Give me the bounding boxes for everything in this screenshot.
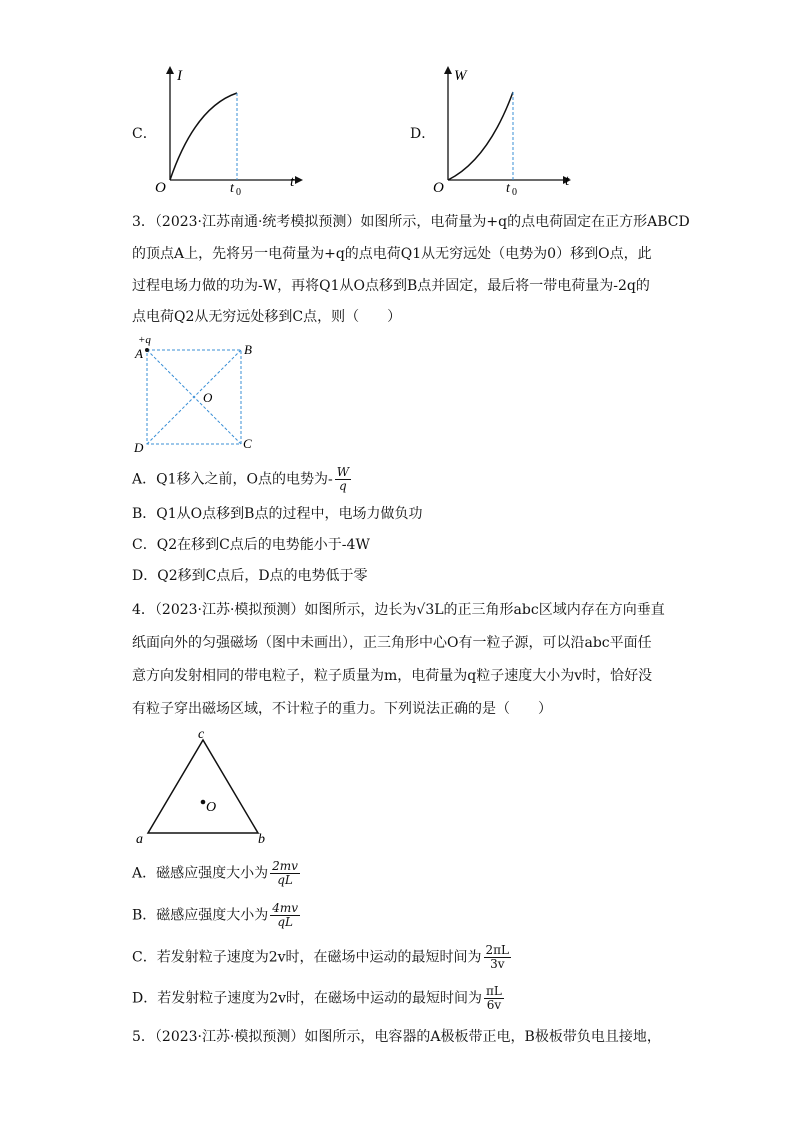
q4-triangle: [148, 740, 258, 833]
graph-c-current-time: [150, 62, 310, 197]
graph-c-t0: t: [230, 181, 234, 196]
option-d-label: D．: [410, 126, 436, 142]
q4-center-dot: [201, 800, 206, 805]
q4-stem-line-2: 纸面向外的匀强磁场（图中未画出），正三角形中心O有一粒子源，可以沿abc平面任: [132, 635, 652, 651]
q3-stem-line-2: 的顶点A上，先将另一电荷量为+q的点电荷Q1从无穷远处（电势为0）移到O点，此: [132, 246, 652, 262]
q3-option-b: B．Q1从O点移到B点的过程中，电场力做负功: [132, 506, 423, 522]
graph-d-xlabel: t: [565, 173, 570, 189]
q4-option-b: B．磁感应强度大小为 $\frac{4mv}{qL}$: [132, 901, 299, 929]
q4-vertex-b: b: [258, 832, 265, 847]
q3-stem-line-4: 点电荷Q2从无穷远处移到C点，则（ ）: [132, 309, 402, 325]
graph-d-curve: [448, 92, 513, 180]
q3-option-d: D．Q2移到C点后，D点的电势低于零: [132, 568, 368, 584]
graph-d-work-time: [428, 62, 588, 197]
q3-vertex-a: A: [135, 346, 143, 361]
q3-charge-label: +q: [138, 334, 151, 346]
q3-stem-line-1: 3．（2023·江苏南通·统考模拟预测）如图所示，电荷量为+q的点电荷固定在正方形ABCD: [132, 214, 690, 230]
q4-stem-line-3: 意方向发射相同的带电粒子，粒子质量为m，电荷量为q粒子速度大小为v时，恰好没: [132, 668, 653, 684]
q3-option-c: C．Q2在移到C点后的电势能小于-4W: [132, 537, 370, 553]
graph-d-t0: t: [506, 181, 510, 196]
q3-vertex-d: D: [134, 440, 144, 455]
q4-option-a: A．磁感应强度大小为 $\frac{2mv}{qL}$: [132, 859, 298, 887]
graph-d-origin: O: [433, 180, 444, 196]
q4-stem-line-1: 4．（2023·江苏·模拟预测）如图所示，边长为√3L的正三角形abc区域内存在方向垂直: [132, 602, 665, 618]
graph-c-t0-sub: 0: [236, 187, 241, 197]
q3-center-o: O: [203, 390, 213, 405]
q4-vertex-c: c: [198, 727, 205, 742]
q5-stem-line-1: 5．（2023·江苏·模拟预测）如图所示，电容器的A极板带正电，B极板带负电且接地，: [132, 1029, 661, 1045]
q3-stem-line-3: 过程电场力做的功为-W，再将Q1从O点移到B点并固定，最后将一带电荷量为-2q的: [132, 278, 650, 294]
graph-d-ylabel: W: [454, 68, 467, 84]
graph-c-xlabel: t: [290, 174, 295, 190]
q4-option-d: D．若发射粒子速度为2v时，在磁场中运动的最短时间为 $\frac{\pi L}{6v}$: [132, 984, 502, 1012]
graph-d-t0-sub: 0: [512, 187, 517, 197]
graph-c-x-arrow: [295, 176, 303, 184]
graph-c-curve: [170, 93, 237, 180]
graph-c-y-arrow: [166, 66, 174, 74]
graph-c-ylabel: I: [177, 68, 182, 84]
q4-stem-line-4: 有粒子穿出磁场区域，不计粒子的重力。下列说法正确的是（ ）: [132, 701, 552, 717]
q4-center-o: O: [206, 800, 217, 815]
q3-square-figure: [128, 332, 268, 460]
q4-option-c: C．若发射粒子速度为2v时，在磁场中运动的最短时间为 $\frac{2\pi L}{3v}$: [132, 943, 510, 971]
graph-c-origin: O: [155, 180, 166, 196]
q3-vertex-c: C: [243, 436, 252, 451]
q4-triangle-figure: [130, 725, 280, 850]
q3-charge-dot: [145, 348, 149, 352]
graph-d-y-arrow: [444, 66, 452, 74]
q3-option-a: A．Q1移入之前，O点的电势为- $\frac{W}{q}$: [132, 465, 350, 493]
q3-vertex-b: B: [244, 342, 252, 357]
option-c-label: C．: [132, 126, 157, 142]
q4-vertex-a: a: [136, 832, 143, 847]
